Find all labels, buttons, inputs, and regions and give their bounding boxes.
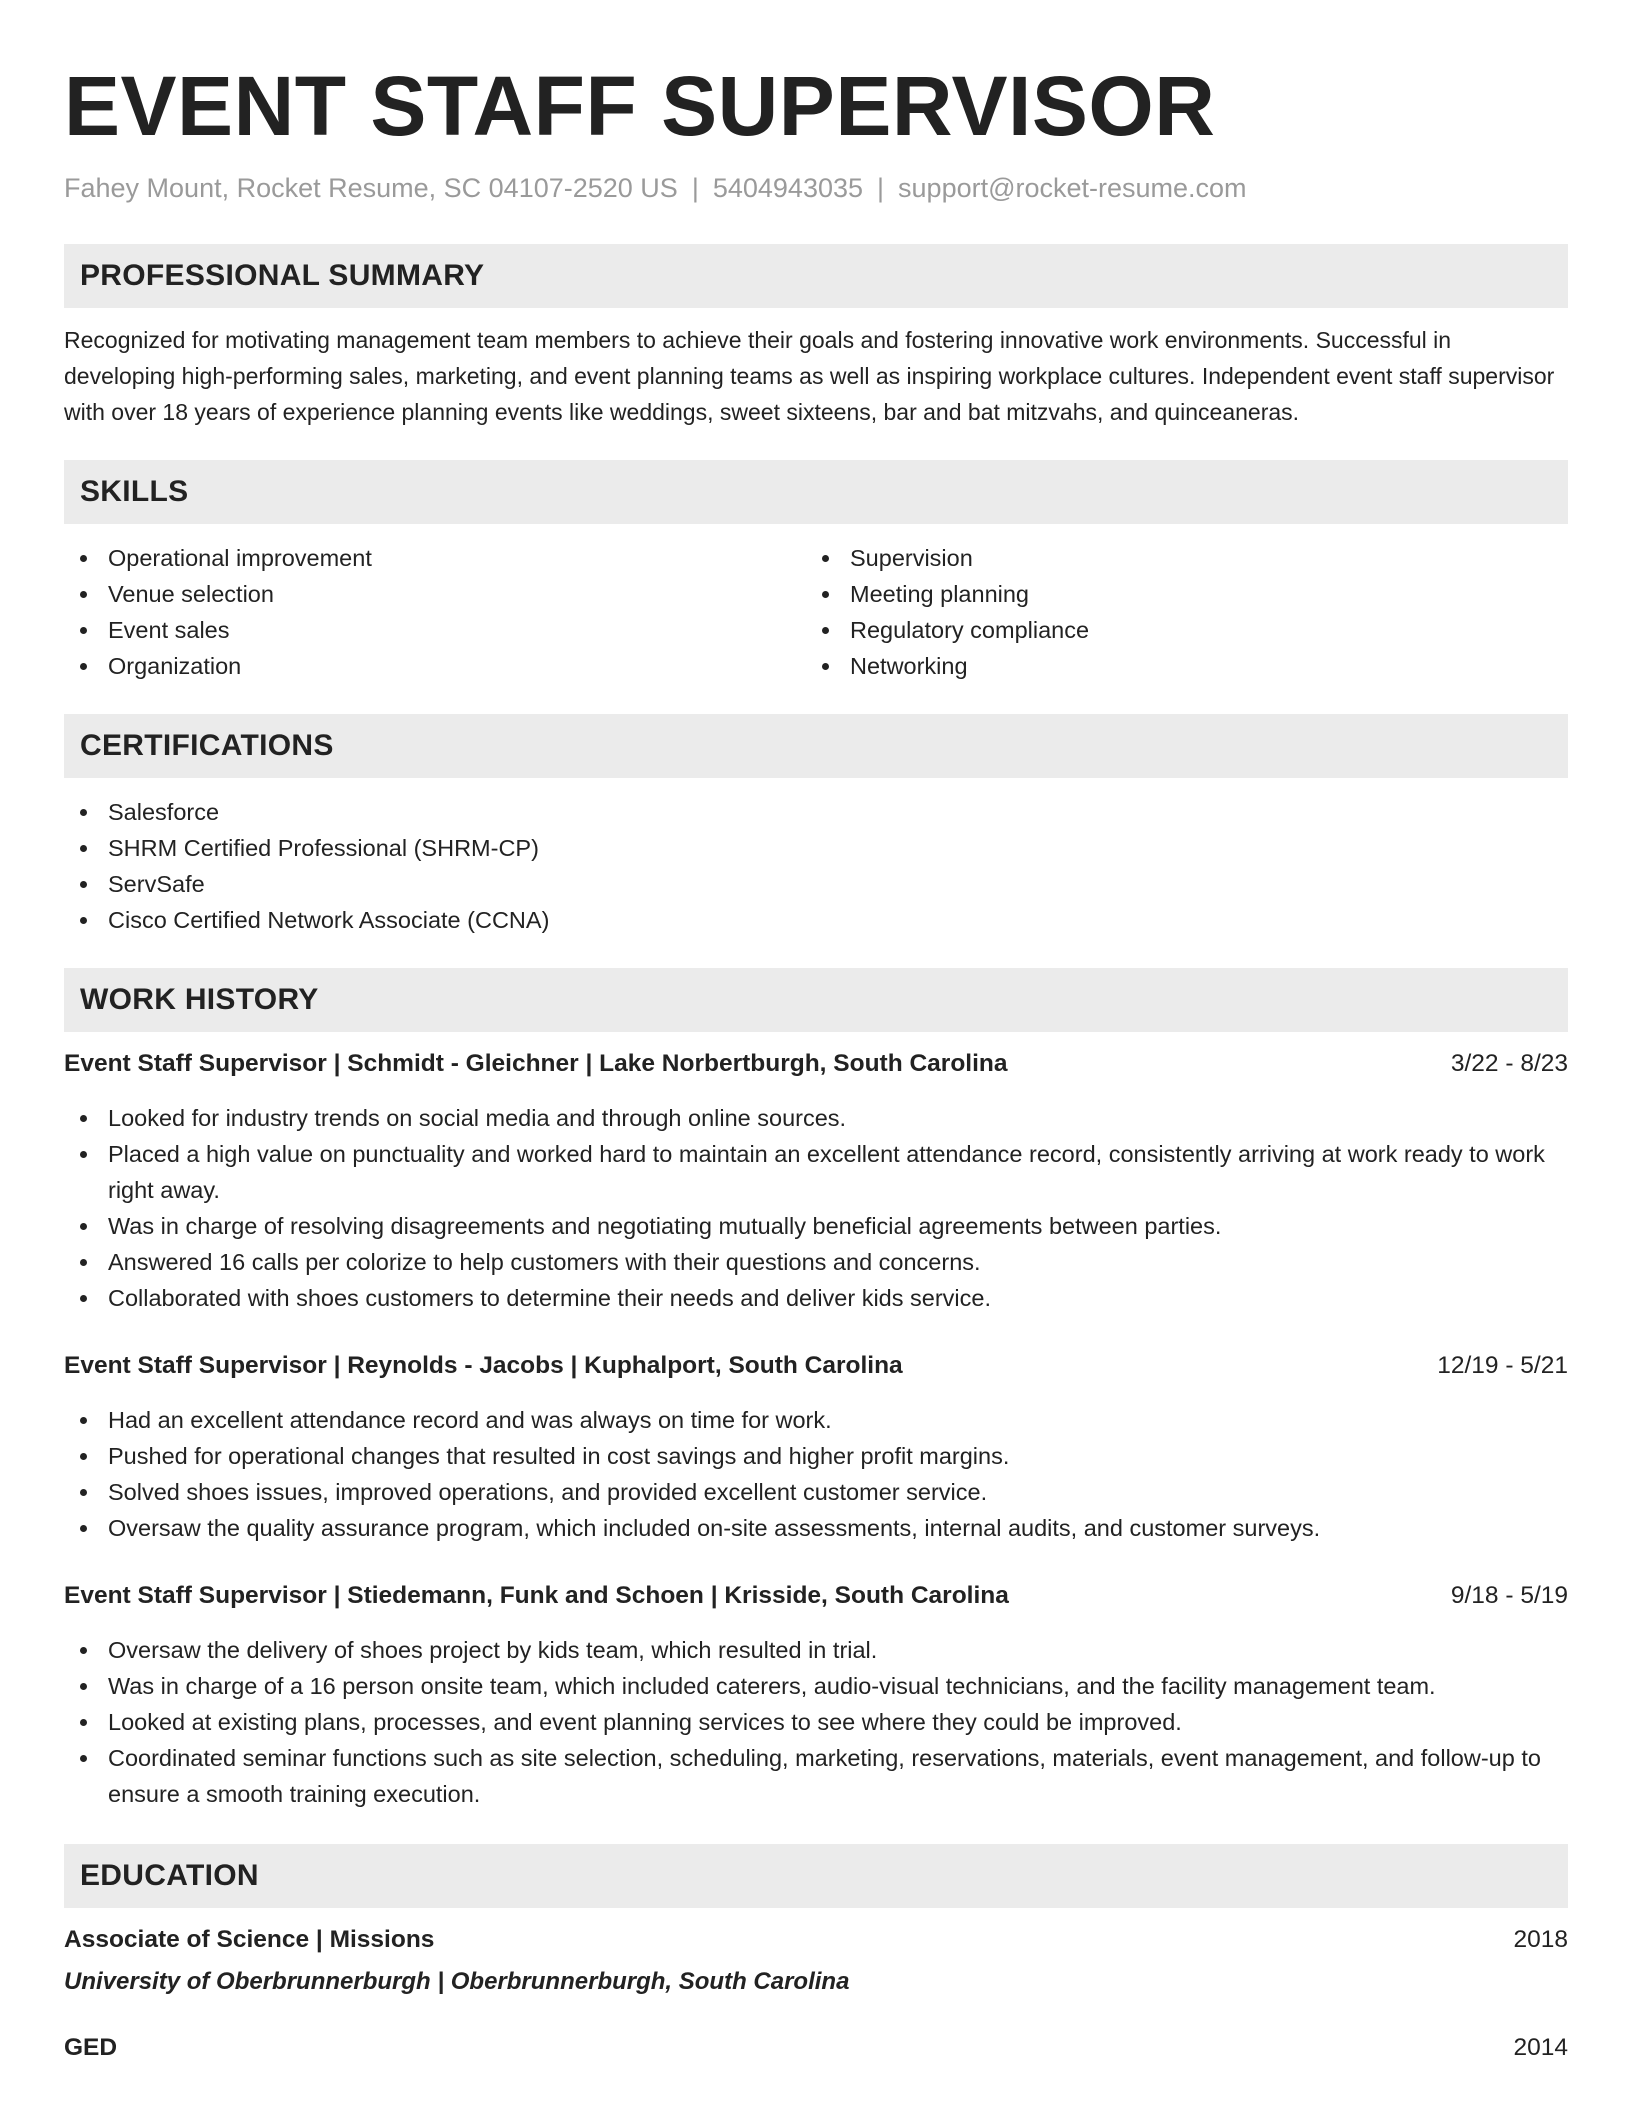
education-heading: EDUCATION — [64, 1844, 1568, 1908]
job-dates: 3/22 - 8/23 — [1450, 1050, 1568, 1077]
skill-item: Event sales — [64, 612, 806, 648]
job-dates: 12/19 - 5/21 — [1437, 1352, 1568, 1379]
contact-address: Fahey Mount, Rocket Resume, SC 04107-2520 US — [64, 173, 678, 203]
education-school: University of Oberbrunnerburgh | Oberbrunnerburgh, South Carolina — [64, 1968, 850, 1995]
contact-separator: | — [877, 173, 885, 203]
job-bullet: Oversaw the quality assurance program, which included on-site assessments, internal audits, and customer surveys. — [64, 1510, 1568, 1546]
job-bullet: Coordinated seminar functions such as site selection, scheduling, marketing, reservations, materials, event management, and follow-up to ensure a smooth training execution. — [64, 1740, 1568, 1812]
skill-item: Organization — [64, 648, 806, 684]
job-bullet: Collaborated with shoes customers to determine their needs and deliver kids service. — [64, 1280, 1568, 1316]
job-bullets — [64, 1632, 1568, 1812]
job-bullet: Solved shoes issues, improved operations, and provided excellent customer service. — [64, 1474, 1568, 1510]
skill-item: Regulatory compliance — [806, 612, 1548, 648]
contact-separator: | — [691, 173, 699, 203]
job-bullet: Was in charge of a 16 person onsite team, which included caterers, audio-visual technicians, and the facility management team. — [64, 1668, 1568, 1704]
skill-item: Networking — [806, 648, 1548, 684]
job-bullet: Looked at existing plans, processes, and event planning services to see where they could be improved. — [64, 1704, 1568, 1740]
skill-item: Operational improvement — [64, 540, 806, 576]
contact-email[interactable]: support@rocket-resume.com — [898, 173, 1247, 203]
candidate-name: EVENT STAFF SUPERVISOR — [64, 59, 1216, 153]
education-header — [64, 2030, 1568, 2066]
contact-phone: 5404943035 — [712, 173, 864, 203]
job-dates: 9/18 - 5/19 — [1450, 1582, 1568, 1609]
skills-heading: SKILLS — [64, 460, 1568, 524]
job-bullets — [64, 1100, 1568, 1316]
skills-list — [64, 540, 1568, 684]
summary-text: Recognized for motivating management team members to achieve their goals and fostering innovative work environments. Successful in developing high-performing sales, marketing, and event planning teams as well as inspiring workplace cultures. Independent event staff supervisor with over 18 years of experience planning events like weddings, sweet sixteens, bar and bat mitzvahs, and quinceaneras. — [64, 327, 1555, 425]
job-bullet: Had an excellent attendance record and was always on time for work. — [64, 1402, 1568, 1438]
certification-item: SHRM Certified Professional (SHRM-CP) — [64, 830, 1568, 866]
job-bullet: Placed a high value on punctuality and worked hard to maintain an excellent attendance record, consistently arriving at work ready to work right away. — [64, 1136, 1568, 1208]
job-title: Event Staff Supervisor | Schmidt - Gleichner | Lake Norbertburgh, South Carolina — [64, 1050, 1008, 1077]
job-header — [64, 1578, 1568, 1614]
job-bullet: Pushed for operational changes that resulted in cost savings and higher profit margins. — [64, 1438, 1568, 1474]
job-bullet: Was in charge of resolving disagreements and negotiating mutually beneficial agreements between parties. — [64, 1208, 1568, 1244]
certification-item: ServSafe — [64, 866, 1568, 902]
education-entry — [64, 2030, 1568, 2066]
skills-column-left — [64, 540, 806, 684]
job-header — [64, 1046, 1568, 1082]
job-bullets — [64, 1402, 1568, 1546]
skill-item: Venue selection — [64, 576, 806, 612]
job-title: Event Staff Supervisor | Stiedemann, Funk and Schoen | Krisside, South Carolina — [64, 1582, 1009, 1609]
job-header — [64, 1348, 1568, 1384]
work-history-heading: WORK HISTORY — [64, 968, 1568, 1032]
skill-item: Meeting planning — [806, 576, 1548, 612]
job-entry — [64, 1348, 1568, 1546]
certifications-list — [64, 794, 1568, 938]
education-header — [64, 1922, 1568, 1958]
certification-item: Salesforce — [64, 794, 1568, 830]
skills-column-right — [806, 540, 1548, 684]
education-year: 2018 — [1513, 1926, 1568, 1953]
resume-page — [64, 56, 1568, 2066]
education-year: 2014 — [1513, 2034, 1568, 2061]
job-entry — [64, 1578, 1568, 1812]
education-degree: Associate of Science | Missions — [64, 1926, 435, 1953]
education-entry — [64, 1922, 1568, 2000]
education-degree: GED — [64, 2034, 118, 2061]
summary-heading: PROFESSIONAL SUMMARY — [64, 244, 1568, 308]
skill-item: Supervision — [806, 540, 1548, 576]
job-bullet: Answered 16 calls per colorize to help customers with their questions and concerns. — [64, 1244, 1568, 1280]
job-title: Event Staff Supervisor | Reynolds - Jacobs | Kuphalport, South Carolina — [64, 1352, 903, 1379]
certification-item: Cisco Certified Network Associate (CCNA) — [64, 902, 1568, 938]
certifications-heading: CERTIFICATIONS — [64, 714, 1568, 778]
job-bullet: Oversaw the delivery of shoes project by kids team, which resulted in trial. — [64, 1632, 1568, 1668]
job-entry — [64, 1046, 1568, 1316]
job-bullet: Looked for industry trends on social media and through online sources. — [64, 1100, 1568, 1136]
contact-line — [64, 170, 1568, 206]
